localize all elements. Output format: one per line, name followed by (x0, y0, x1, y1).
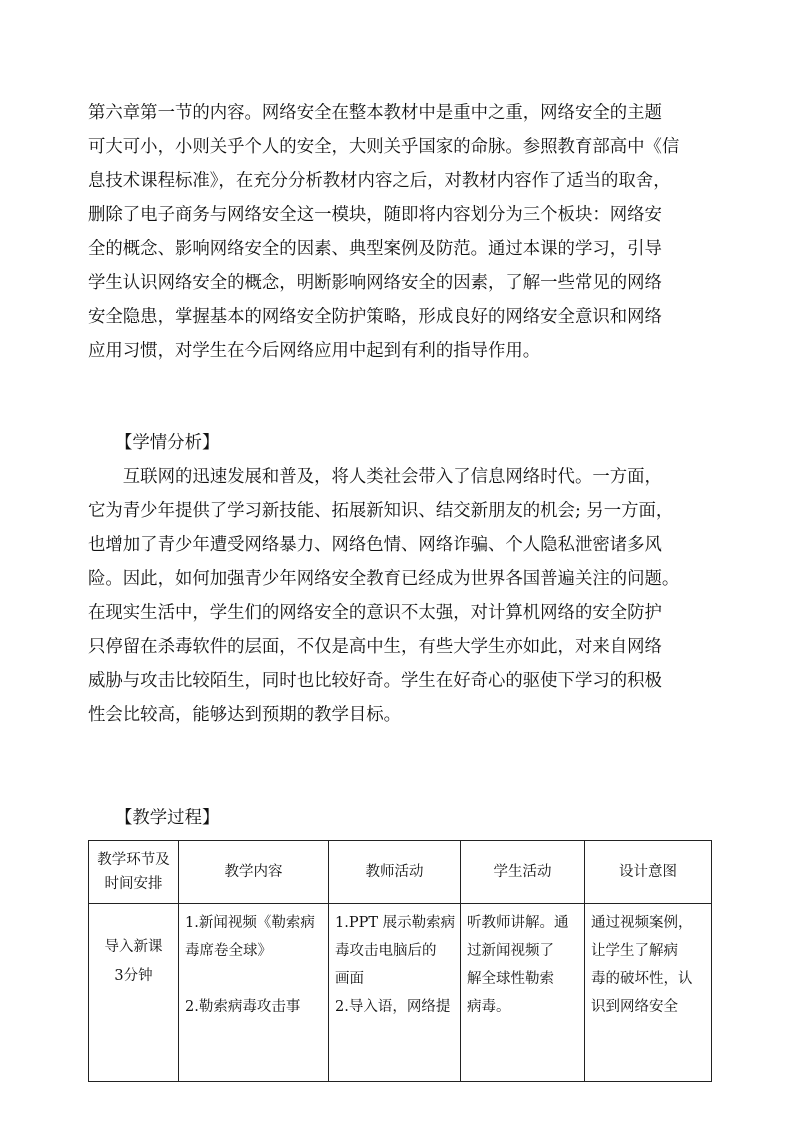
cell-content (179, 904, 329, 1082)
content-line: 1.新闻视频《勒索病 (185, 915, 315, 931)
paragraph-line: 险。因此，如何加强青少年网络安全教育已经成为世界各国普遍关注的问题。 (88, 569, 680, 589)
stage-name: 导入新课 (104, 939, 163, 955)
paragraph-line: 只停留在杀毒软件的层面，不仅是高中生，有些大学生亦如此，对来自网络 (88, 637, 662, 657)
intro-paragraph (88, 96, 716, 368)
paragraph-line: 互联网的迅速发展和普及，将人类社会带入了信息网络时代。一方面， (88, 467, 662, 487)
intent-line: 毒的破坏性，认 (591, 971, 693, 987)
student-line: 过新闻视频了 (467, 943, 554, 959)
cell-teacher-activity (329, 904, 461, 1082)
intent-line: 通过视频案例， (591, 915, 693, 931)
paragraph-line: 应用习惯，对学生在今后网络应用中起到有利的指导作用。 (88, 341, 541, 361)
paragraph-line: 性会比较高，能够达到预期的教学目标。 (88, 705, 402, 725)
header-teacher-activity: 教师活动 (329, 841, 461, 904)
cell-design-intent (585, 904, 712, 1082)
content-line: 毒席卷全球》 (185, 943, 272, 959)
paragraph-line: 安全隐患，掌握基本的网络安全防护策略，形成良好的网络安全意识和网络 (88, 307, 662, 327)
paragraph-line: 它为青少年提供了学习新技能、拓展新知识、结交新朋友的机会; 另一方面， (88, 501, 674, 521)
paragraph-line: 在现实生活中，学生们的网络安全的意识不太强，对计算机网络的安全防护 (88, 603, 662, 623)
paragraph-line: 息技术课程标准》，在充分分析教材内容之后，对教材内容作了适当的取舍， (88, 171, 671, 191)
student-line: 病毒。 (467, 999, 511, 1015)
paragraph-line: 可大可小，小则关乎个人的安全，大则关乎国家的命脉。参照教育部高中《信 (88, 137, 680, 157)
paragraph-line: 删除了电子商务与网络安全这一模块，随即将内容划分为三个板块：网络安 (88, 205, 662, 225)
teacher-line: 画面 (335, 971, 364, 987)
teacher-line: 毒攻击电脑后的 (335, 943, 437, 959)
section-heading-student-analysis: 【学情分析】 (115, 433, 220, 453)
paragraph-line: 也增加了青少年遭受网络暴力、网络色情、网络诈骗、个人隐私泄密诸多风 (88, 535, 662, 555)
header-design-intent: 设计意图 (585, 841, 712, 904)
intent-line: 让学生了解病 (591, 943, 678, 959)
teaching-process-table (88, 840, 712, 1082)
header-label: 教学环节及 时间安排 (97, 852, 170, 892)
student-line: 听教师讲解。通 (467, 915, 569, 931)
paragraph-line: 威胁与攻击比较陌生，同时也比较好奇。学生在好奇心的驱使下学习的积极 (88, 671, 662, 691)
content-line: 2.勒索病毒攻击事 (185, 999, 301, 1015)
table-header-row (89, 841, 712, 904)
header-teaching-content: 教学内容 (179, 841, 329, 904)
stage-duration: 3分钟 (114, 968, 153, 984)
cell-stage (89, 904, 179, 1082)
teacher-line: 1.PPT 展示勒索病 (335, 915, 456, 931)
paragraph-line: 学生认识网络安全的概念，明断影响网络安全的因素，了解一些常见的网络 (88, 273, 662, 293)
table-row (89, 904, 712, 1082)
header-stage-time (89, 841, 179, 904)
section-heading-teaching-process: 【教学过程】 (115, 808, 220, 828)
paragraph-line: 全的概念、影响网络安全的因素、典型案例及防范。通过本课的学习，引导 (88, 239, 662, 259)
paragraph-line: 第六章第一节的内容。网络安全在整本教材中是重中之重，网络安全的主题 (88, 103, 662, 123)
student-line: 解全球性勒索 (467, 971, 554, 987)
teacher-line: 2.导入语，网络提 (335, 999, 451, 1015)
cell-student-activity (461, 904, 585, 1082)
intent-line: 识到网络安全 (591, 999, 678, 1015)
student-analysis-paragraph (88, 460, 716, 732)
header-student-activity: 学生活动 (461, 841, 585, 904)
